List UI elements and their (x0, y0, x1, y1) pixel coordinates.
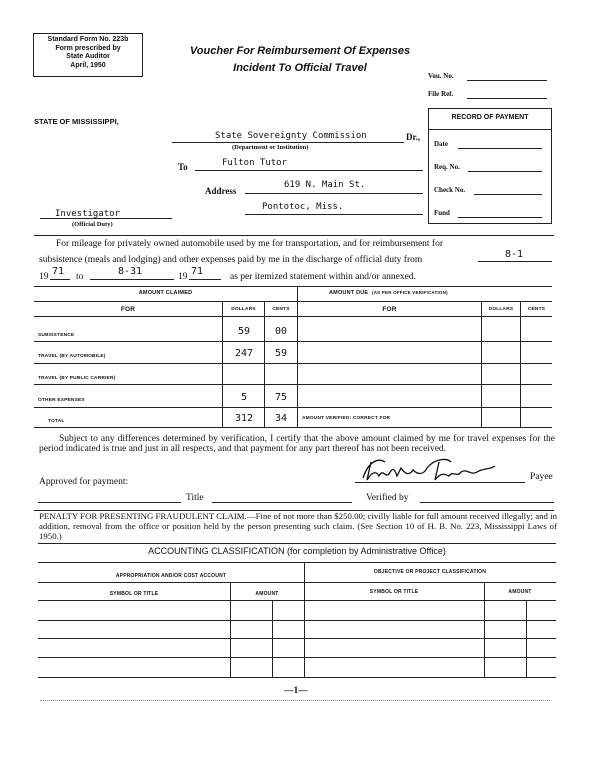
form-date: April, 1950 (70, 61, 106, 69)
travel-auto-cents: 59 (274, 348, 288, 359)
official-duty-value: Investigator (55, 209, 121, 219)
right-symbol-header: SYMBOL OR TITLE (369, 589, 419, 595)
from-year-line (50, 279, 70, 280)
fund-field[interactable] (458, 217, 542, 218)
department-caption: (Department or Institution) (232, 144, 309, 151)
form-auditor: State Auditor (66, 53, 110, 60)
address-line2: Pontotoc, Miss. (262, 202, 344, 212)
row-label-total: TOTAL (48, 419, 65, 424)
form-prescribed: Form prescribed by (55, 44, 121, 52)
voucher-number-field[interactable] (467, 80, 547, 81)
due-for-header: FOR (382, 306, 397, 313)
from-year: 71 (52, 266, 65, 277)
page-number: —1— (284, 686, 308, 696)
claimed-cents-header: CENTS (272, 307, 290, 312)
official-duty-line (40, 218, 172, 219)
row-label-subsistence: SUBSISTENCE (38, 333, 75, 338)
to-year-prefix: 19 (178, 272, 188, 282)
mileage-paragraph-line3: as per itemized statement within and/or annexed. (230, 272, 416, 282)
from-date: 8-1 (505, 249, 524, 260)
page-bottom-edge (40, 700, 550, 701)
form-number-box (33, 33, 143, 77)
verified-by-line[interactable] (420, 502, 554, 503)
accounting-table (38, 543, 556, 678)
left-symbol-header: SYMBOL OR TITLE (109, 591, 159, 597)
due-cents-header: CENTS (527, 307, 546, 312)
travel-auto-dollars: 247 (234, 348, 254, 359)
objective-header: OBJECTIVE OR PROJECT CLASSIFICATION (373, 569, 487, 575)
other-cents: 75 (274, 392, 288, 403)
appropriation-header: APPROPRIATION AND/OR COST ACCOUNT (115, 573, 227, 579)
amount-due-header: AMOUNT DUE (329, 290, 369, 296)
claimed-for-header: FOR (120, 306, 136, 313)
subsistence-cents: 00 (274, 326, 288, 337)
mileage-paragraph-line2: subsistence (meals and lodging) and other expenses paid by me in the discharge of official duty from (39, 255, 423, 265)
approved-label: Approved for payment: (39, 477, 129, 487)
department-line (172, 142, 404, 143)
from-date-line (478, 261, 552, 262)
to-date-line (90, 279, 174, 280)
payment-date-field[interactable] (458, 148, 542, 149)
address-line1: 619 N. Main St. (284, 180, 366, 190)
form-title-line2: Incident To Official Travel (233, 62, 367, 74)
to-word: to (76, 272, 84, 282)
form-number: Standard Form No. 223b (47, 36, 129, 43)
to-label: To (178, 162, 188, 172)
certification-text: Subject to any differences determined by verification, I certify that the above amount claimed by me for travel expenses for the period indicated is true and just in all respects, and that payment for any part thereof has not been received. (39, 434, 555, 454)
check-no-label: Check No. (434, 186, 466, 194)
req-no-label: Req. No. (434, 163, 460, 171)
amount-claimed-header: AMOUNT CLAIMED (138, 290, 193, 296)
payment-date-label: Date (434, 140, 448, 148)
penalty-text: —Fine of not more than $250.00; civilly liable for full amount received illegally; and in addition, removal from the office or position held by the person presenting such claim. (See Section 10 of H. B. No. 223, Mississippi Laws of 1950.) (39, 511, 557, 541)
payee-label: Payee (530, 472, 553, 482)
title-line[interactable] (212, 502, 352, 503)
fund-label: Fund (434, 209, 450, 217)
total-cents: 34 (274, 413, 288, 424)
row-label-travel-auto: TRAVEL (BY AUTOMOBILE) (38, 354, 106, 359)
other-dollars: 5 (240, 392, 248, 403)
payee-line (195, 170, 423, 171)
penalty-title: PENALTY FOR PRESENTING FRAUDULENT CLAIM. (39, 511, 247, 521)
dr-label: Dr., (406, 132, 421, 142)
accounting-title: ACCOUNTING CLASSIFICATION (for completion by Administrative Office) (148, 546, 446, 556)
check-no-field[interactable] (474, 194, 542, 195)
mileage-paragraph-line1: For mileage for privately owned automobile used by me for transportation, and for reimbursement for (56, 239, 444, 249)
right-amount-header: AMOUNT (508, 589, 532, 595)
voucher-number-label: Vou. No. (428, 72, 454, 80)
approver-line[interactable] (38, 502, 181, 503)
file-ref-field[interactable] (467, 98, 547, 99)
row-label-travel-public: TRAVEL (BY PUBLIC CARRIER) (38, 376, 116, 381)
record-of-payment-title: RECORD OF PAYMENT (451, 114, 529, 121)
amount-verified-label: AMOUNT VERIFIED: CORRECT FOR (302, 416, 391, 421)
subsistence-dollars: 59 (237, 326, 251, 337)
due-dollars-header: DOLLARS (488, 307, 514, 312)
to-date: 8-31 (118, 266, 143, 277)
from-year-prefix: 19 (39, 272, 49, 282)
state-label: STATE OF MISSISSIPPI, (34, 117, 119, 126)
amount-table (34, 286, 552, 432)
address-line1-rule (245, 193, 423, 194)
penalty-notice (39, 511, 557, 541)
official-duty-caption: (Official Duty) (72, 221, 113, 228)
req-no-field[interactable] (468, 171, 542, 172)
payee-signature-line (355, 482, 525, 483)
form-title-line1: Voucher For Reimbursement Of Expenses (189, 45, 411, 57)
amount-due-note: (AS PER OFFICE VERIFICATION) (372, 290, 448, 295)
total-dollars: 312 (234, 413, 254, 424)
to-year-line (189, 279, 221, 280)
address-line2-rule (245, 214, 423, 215)
to-year: 71 (191, 266, 204, 277)
verified-by-label: Verified by (366, 493, 409, 503)
payee-name: Fulton Tutor (222, 158, 288, 168)
department-value: State Sovereignty Commission (215, 131, 367, 141)
left-amount-header: AMOUNT (255, 591, 279, 597)
address-label: Address (205, 186, 237, 196)
claimed-dollars-header: DOLLARS (231, 307, 256, 312)
row-label-other: OTHER EXPENSES (38, 398, 85, 403)
title-label: Title (186, 493, 204, 503)
file-ref-label: File Ref. (428, 90, 454, 98)
